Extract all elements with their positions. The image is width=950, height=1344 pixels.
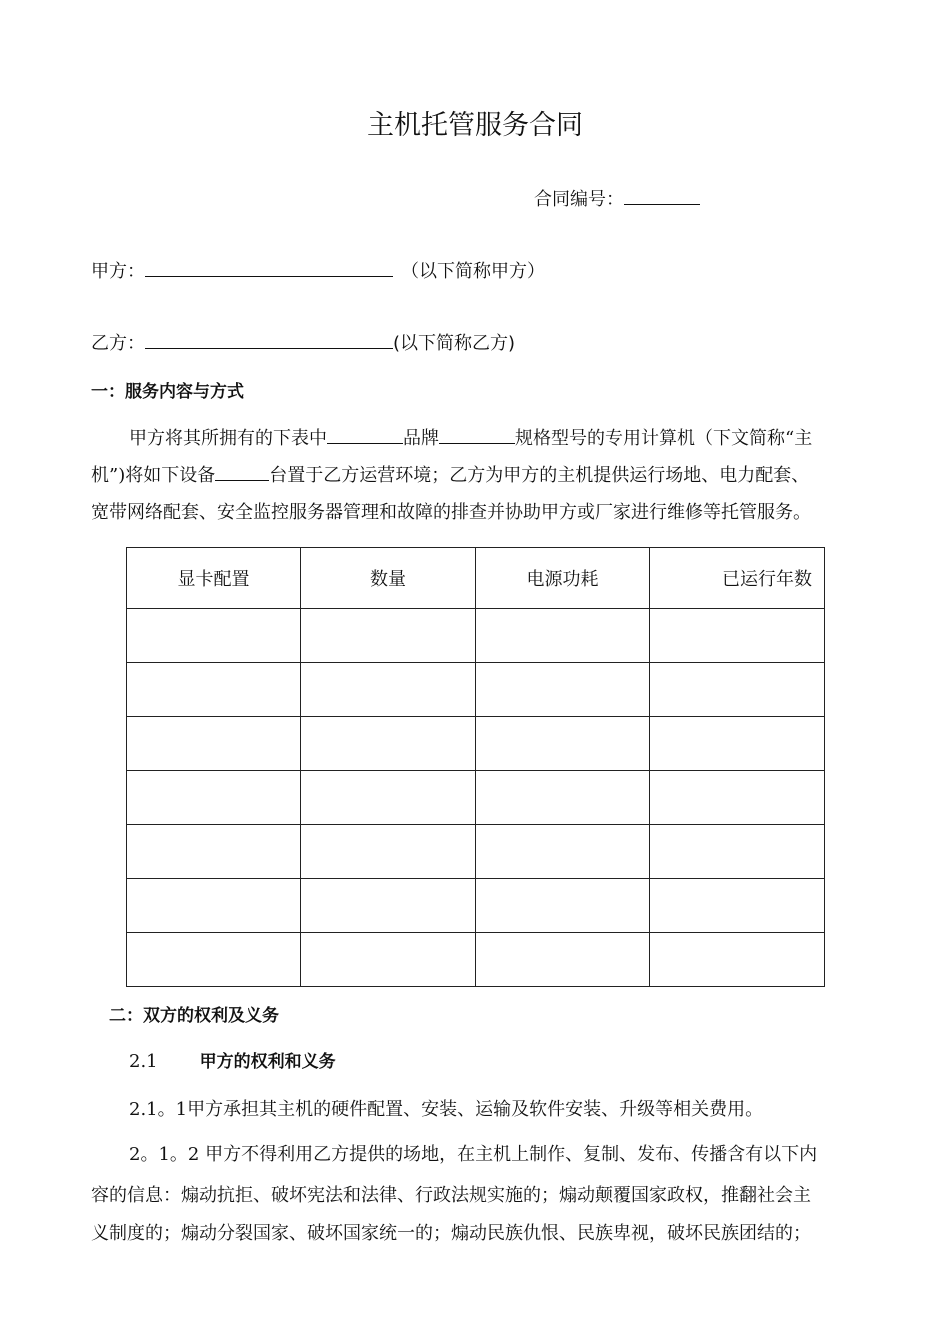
- table-cell: [476, 825, 650, 879]
- table-cell: [301, 609, 476, 663]
- section1-heading: 一：服务内容与方式: [91, 382, 244, 402]
- model-blank: [439, 425, 515, 444]
- party-b-line: [91, 330, 515, 357]
- contract-number-label: 合同编号：: [534, 189, 624, 210]
- subsection-title: 甲方的权利和义务: [199, 1052, 336, 1072]
- table-cell: [476, 933, 650, 987]
- table-cell: [301, 663, 476, 717]
- subsection-2-1: [129, 1049, 336, 1075]
- table-cell: [650, 663, 825, 717]
- item-2-1-2-line3: 义制度的；煽动分裂国家、破坏国家统一的；煽动民族仇恨、民族卑视，破坏民族团结的；: [91, 1223, 811, 1244]
- table-cell: [301, 771, 476, 825]
- item-2-1-2-line2: 容的信息：煽动抗拒、破坏宪法和法律、行政法规实施的；煽动颠覆国家政权，推翻社会主: [91, 1185, 811, 1206]
- table-cell: [127, 663, 301, 717]
- document-title: 主机托管服务合同: [367, 110, 583, 141]
- table-cell: [127, 771, 301, 825]
- table-cell: [476, 663, 650, 717]
- party-b-label: 乙方：: [91, 333, 145, 354]
- table-cell: [476, 771, 650, 825]
- party-a-line: [91, 258, 545, 285]
- table-cell: [476, 717, 650, 771]
- party-b-blank: [145, 330, 393, 349]
- para1-text-b: 品牌: [403, 428, 439, 449]
- table-cell: [650, 933, 825, 987]
- header-quantity: 数量: [301, 548, 476, 609]
- section1-para-line2: [91, 462, 809, 489]
- party-a-blank: [145, 258, 393, 277]
- item-2-1-1: 2.1。1甲方承担其主机的硬件配置、安装、运输及软件安装、升级等相关费用。: [129, 1099, 764, 1120]
- table-cell: [127, 609, 301, 663]
- header-gpu-config: 显卡配置: [127, 548, 301, 609]
- header-years-running: 已运行年数: [650, 548, 825, 609]
- contract-number-blank: [624, 186, 700, 205]
- party-b-suffix: (以下简称乙方): [393, 333, 516, 354]
- brand-blank: [327, 425, 403, 444]
- contract-number-line: [534, 186, 700, 213]
- table-cell: [650, 771, 825, 825]
- header-power: 电源功耗: [476, 548, 650, 609]
- table-cell: [476, 879, 650, 933]
- table-cell: [650, 879, 825, 933]
- section1-para-line3: 宽带网络配套、安全监控服务器管理和故障的排查并协助甲方或厂家进行维修等托管服务。: [91, 502, 811, 523]
- table-cell: [127, 879, 301, 933]
- table-cell: [301, 825, 476, 879]
- para2-text-b: 台置于乙方运营环境；乙方为甲方的主机提供运行场地、电力配套、: [269, 465, 810, 486]
- party-a-label: 甲方：: [91, 261, 145, 282]
- table-row: [127, 663, 825, 717]
- table-cell: [301, 933, 476, 987]
- table-cell: [301, 879, 476, 933]
- para1-text-a: 甲方将其所拥有的下表中: [129, 428, 327, 449]
- table-cell: [301, 717, 476, 771]
- table-cell: [127, 825, 301, 879]
- table-row: [127, 933, 825, 987]
- para1-text-c: 规格型号的专用计算机（下文简称“主: [515, 428, 813, 449]
- table-row: [127, 609, 825, 663]
- equipment-table: [126, 547, 825, 987]
- party-a-suffix: （以下简称甲方）: [401, 261, 545, 282]
- table-header-row: [127, 548, 825, 609]
- table-cell: [127, 717, 301, 771]
- table-cell: [476, 609, 650, 663]
- item-2-1-2-line1: 2。1。2 甲方不得利用乙方提供的场地，在主机上制作、复制、发布、传播含有以下内: [129, 1144, 818, 1165]
- subsection-number: 2.1: [129, 1051, 158, 1072]
- section1-para-line1: [129, 425, 812, 452]
- table-cell: [650, 825, 825, 879]
- table-row: [127, 879, 825, 933]
- section2-heading: 二：双方的权利及义务: [109, 1006, 279, 1026]
- para2-text-a: 机”)将如下设备: [91, 465, 216, 486]
- table-row: [127, 717, 825, 771]
- quantity-blank: [215, 462, 269, 481]
- table-cell: [127, 933, 301, 987]
- table-cell: [650, 609, 825, 663]
- table-row: [127, 771, 825, 825]
- table-row: [127, 825, 825, 879]
- table-cell: [650, 717, 825, 771]
